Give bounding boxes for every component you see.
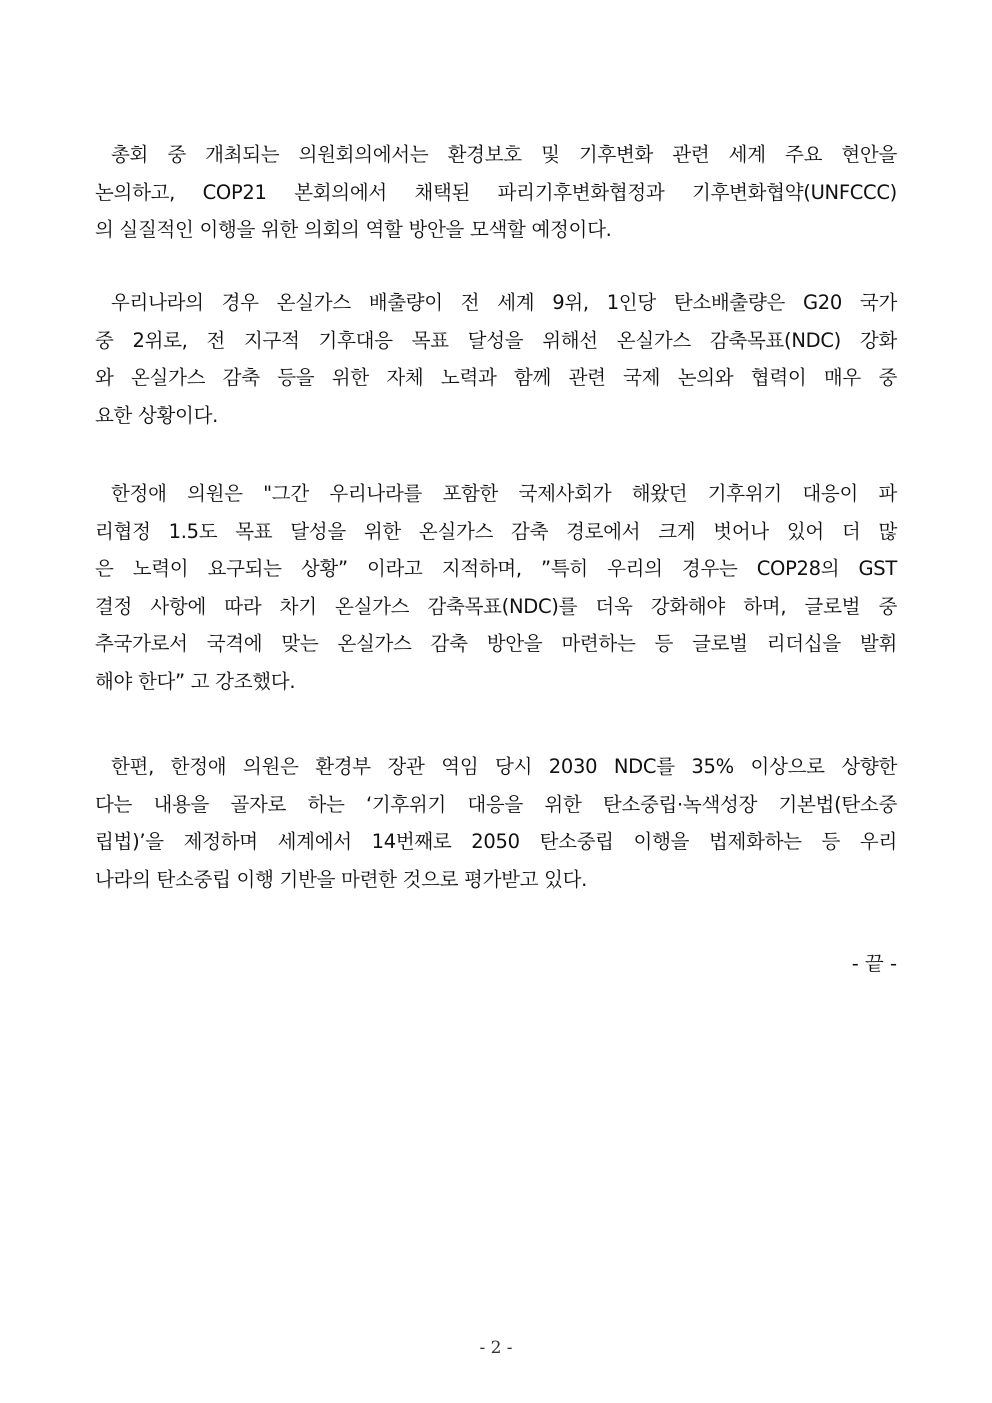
paragraph-line: 결정 사항에 따라 차기 온실가스 감축목표(NDC)를 더욱 강화해야 하며, 글로벌 중 <box>95 594 897 618</box>
paragraph-line: 총회 중 개최되는 의원회의에서는 환경보호 및 기후변화 관련 세계 주요 현안을 <box>111 143 897 166</box>
paragraph-line: 은 노력이 요구되는 상황” 이라고 지적하며, ”특히 우리의 경우는 COP28의 GST <box>95 557 897 580</box>
paragraph-assembly-meeting <box>95 136 897 249</box>
paragraph-line: 추국가로서 국격에 맞는 온실가스 감축 방안을 마련하는 등 글로벌 리더십을 발휘 <box>95 632 897 655</box>
paragraph-line: 요한 상황이다. <box>95 403 219 427</box>
paragraph-line: 립법)’을 제정하며 세계에서 14번째로 2050 탄소중립 이행을 법제화하는 등 우리 <box>95 830 897 853</box>
paragraph-lawmaker-quote <box>95 475 897 700</box>
paragraph-carbon-neutral-act <box>95 748 897 898</box>
paragraph-line: 한편, 한정애 의원은 환경부 장관 역임 당시 2030 NDC를 35% 이상으로 상향한 <box>111 755 897 778</box>
end-mark: - 끝 - <box>851 952 897 975</box>
paragraph-line: 와 온실가스 감축 등을 위한 자체 노력과 함께 관련 국제 논의와 협력이 매우 중 <box>95 366 897 389</box>
paragraph-line: 해야 한다” 고 강조했다. <box>95 669 296 693</box>
paragraph-line: 의 실질적인 이행을 위한 의회의 역할 방안을 모색할 예정이다. <box>95 218 612 241</box>
paragraph-line: 나라의 탄소중립 이행 기반을 마련한 것으로 평가받고 있다. <box>95 867 588 891</box>
paragraph-line: 한정애 의원은 "그간 우리나라를 포함한 국제사회가 해왔던 기후위기 대응이 파 <box>111 482 897 505</box>
paragraph-korea-emissions <box>95 284 897 434</box>
paragraph-line: 다는 내용을 골자로 하는 ‘기후위기 대응을 위한 탄소중립·녹색성장 기본법(탄소중 <box>95 792 897 816</box>
page-number: - 2 - <box>479 1338 513 1358</box>
paragraph-line: 우리나라의 경우 온실가스 배출량이 전 세계 9위, 1인당 탄소배출량은 G20 국가 <box>111 291 897 314</box>
paragraph-line: 논의하고, COP21 본회의에서 채택된 파리기후변화협정과 기후변화협약(UNFCCC) <box>95 180 897 204</box>
paragraph-line: 리협정 1.5도 목표 달성을 위한 온실가스 감축 경로에서 크게 벗어나 있어 더 많 <box>95 519 897 543</box>
paragraph-line: 중 2위로, 전 지구적 기후대응 목표 달성을 위해선 온실가스 감축목표(NDC) 강화 <box>95 328 897 352</box>
